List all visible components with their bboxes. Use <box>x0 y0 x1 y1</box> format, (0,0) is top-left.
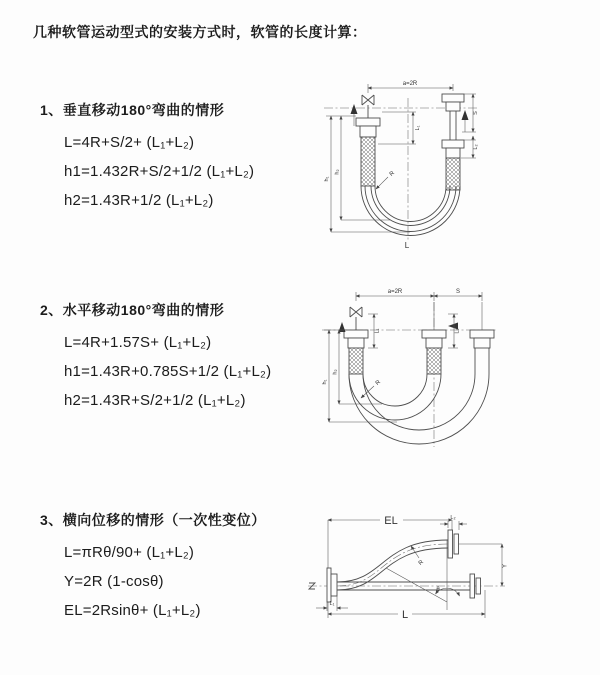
section-1 <box>40 100 254 215</box>
hose-braid-left <box>361 137 375 186</box>
hose-bend-arcs <box>361 186 460 236</box>
motion-arrow-up <box>339 322 346 332</box>
diagram-vertical-bend <box>310 74 595 259</box>
hose-braid-right <box>446 158 460 190</box>
formula-length: L=4R+1.57S+ (L₁+L₂) <box>64 334 212 351</box>
angle-reference-lines <box>386 540 447 610</box>
section-3-formulas <box>40 538 266 625</box>
flange-middle <box>422 330 446 374</box>
dim-label-l: L <box>401 609 409 621</box>
dim-label-h1: h₁ <box>322 379 328 385</box>
flange-right-lower <box>442 140 464 148</box>
length-label: L <box>404 241 410 250</box>
flange-left <box>344 330 368 374</box>
dim-label-s: S <box>473 111 479 115</box>
dim-label-h1: h₁ <box>324 176 330 182</box>
formula-el: EL=2Rsinθ+ (L₁+L₂) <box>64 602 201 619</box>
dim-label-s: S <box>455 289 461 295</box>
flange-left <box>327 568 331 602</box>
dim-label-l2: L₂ <box>450 515 456 521</box>
flange-right-moved <box>470 330 494 374</box>
section-1-heading: 1、垂直移动180°弯曲的情形 <box>40 102 225 118</box>
dim-label-h2: h₂ <box>332 369 339 375</box>
dim-label-h2: h₂ <box>334 169 341 175</box>
angle-label: θ <box>436 587 440 593</box>
hose-s-curve <box>337 540 448 590</box>
diagram-horizontal-bend <box>312 282 592 462</box>
section-1-formulas <box>40 128 254 215</box>
section-2-heading: 2、水平移动180°弯曲的情形 <box>40 302 225 318</box>
formula-y: Y=2R (1-cosθ) <box>64 573 164 590</box>
formula-length: L=4R+S/2+ (L₁+L₂) <box>64 134 195 151</box>
formula-h2: h2=1.43R+S/2+1/2 (L₁+L₂) <box>64 392 246 409</box>
motion-arrow-up-left <box>351 104 358 114</box>
valve-icon <box>362 95 374 118</box>
dim-label-y: Y <box>502 563 509 569</box>
dim-label-a2r: a=2R <box>402 81 418 87</box>
radius-label: R <box>417 559 425 567</box>
formula-length: L=πRθ/90+ (L₁+L₂) <box>64 544 195 561</box>
valve-icon <box>350 307 362 330</box>
section-3-heading: 3、横向位移的情形（一次性变位） <box>40 512 266 528</box>
page-title: 几种软管运动型式的安装方式时，软管的长度计算： <box>33 24 367 40</box>
dim-label-l1: L₁ <box>415 125 421 131</box>
dim-label-l1: L₁ <box>329 601 335 607</box>
flange-top-right <box>448 530 453 558</box>
section-3 <box>40 510 266 625</box>
dim-label-l1: L₁ <box>374 328 381 334</box>
radius-label: R <box>388 170 396 178</box>
dim-label-el: EL <box>384 515 398 527</box>
flange-right-top <box>442 94 464 102</box>
section-2-formulas <box>40 328 271 415</box>
diagram-lateral-displacement <box>300 498 600 648</box>
formula-h1: h1=1.432R+S/2+1/2 (L₁+L₂) <box>64 163 255 180</box>
dim-label-l2: L₂ <box>454 328 461 334</box>
dim-label-a2r: a=2R <box>387 289 403 295</box>
motion-arrow-up-right <box>462 110 469 120</box>
formula-h1: h1=1.43R+0.785S+1/2 (L₁+L₂) <box>64 363 272 380</box>
flange-left <box>356 118 380 126</box>
radius-label: R <box>374 379 382 387</box>
hose-bend-arcs <box>349 374 489 444</box>
dim-label-l2: L₂ <box>473 144 479 150</box>
formula-h2: h2=1.43R+1/2 (L₁+L₂) <box>64 192 214 209</box>
section-2 <box>40 300 271 415</box>
